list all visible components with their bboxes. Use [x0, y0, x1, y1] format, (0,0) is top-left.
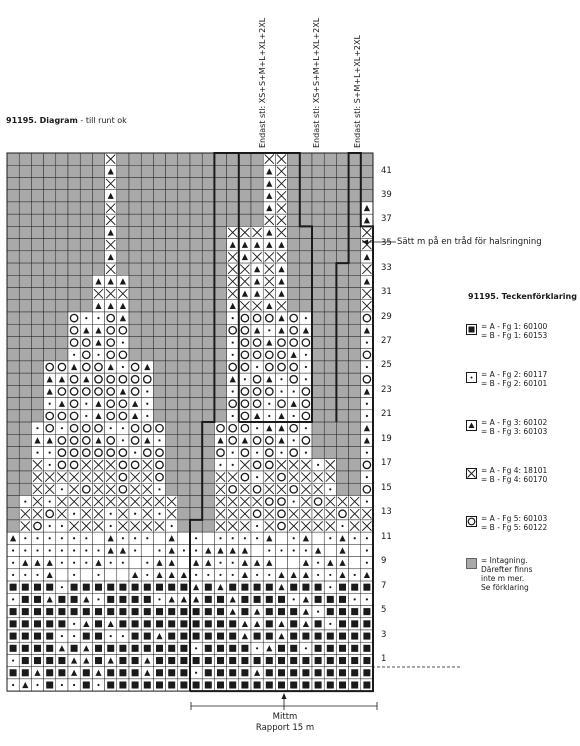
diagram-title-bold: 91195. Diagram — [6, 116, 78, 125]
row-number: 25 — [381, 360, 392, 370]
row-number: 5 — [381, 605, 387, 615]
legend-line: inte m mer. — [481, 574, 525, 583]
size-label-3: Endast stl: S+M+L+XL+2XL — [353, 35, 362, 148]
legend-line: = A - Fg 5: 60103 — [481, 514, 548, 523]
row-number: 19 — [381, 434, 392, 444]
row-number: 11 — [381, 532, 392, 542]
neck-note: Sätt m på en tråd för halsringning — [397, 237, 542, 247]
gray-square-icon — [466, 558, 477, 569]
legend-line: = B - Fg 5: 60122 — [481, 523, 548, 532]
cross-icon — [466, 468, 477, 479]
row-number: 9 — [381, 556, 387, 566]
legend-line: Därefter finns — [481, 565, 533, 574]
dot-icon — [466, 372, 477, 383]
row-number: 39 — [381, 190, 392, 200]
legend-line: = B - Fg 1: 60153 — [481, 331, 548, 340]
row-number: 3 — [381, 630, 387, 640]
legend-line: = A - Fg 1: 60100 — [481, 322, 548, 331]
size-label-2: Endast stl: XS+S+M+L+XL+2XL — [312, 17, 321, 148]
legend-line: = B - Fg 3: 60103 — [481, 427, 548, 436]
legend-line: = B - Fg 2: 60101 — [481, 379, 548, 388]
row-number: 23 — [381, 385, 392, 395]
row-number: 37 — [381, 214, 392, 224]
legend-line: Se förklaring — [481, 583, 529, 592]
legend-line: = A - Fg 4: 18101 — [481, 466, 548, 475]
diagram-title-rest: - till runt ok — [77, 116, 127, 125]
center-stitch-label: Mittm — [272, 712, 298, 722]
row-number: 1 — [381, 654, 387, 664]
size-label-1: Endast stl: XS+S+M+L+XL+2XL — [258, 17, 267, 148]
row-number: 7 — [381, 581, 387, 591]
legend-line: = Intagning. — [481, 556, 528, 565]
triangle-icon — [466, 420, 477, 431]
row-number: 35 — [381, 238, 392, 248]
center-labels — [250, 712, 320, 734]
row-number: 21 — [381, 409, 392, 419]
legend-line: = B - Fg 4: 60170 — [481, 475, 548, 484]
row-number: 29 — [381, 312, 392, 322]
legend-line: = A - Fg 3: 60102 — [481, 418, 548, 427]
circle-icon — [466, 516, 477, 527]
repeat-label: Rapport 15 m — [255, 723, 315, 733]
legend-line: = A - Fg 2: 60117 — [481, 370, 548, 379]
legend-title: 91195. Teckenförklaring — [468, 292, 577, 301]
row-number: 31 — [381, 287, 392, 297]
row-number: 27 — [381, 336, 392, 346]
row-number: 17 — [381, 458, 392, 468]
row-number: 41 — [381, 166, 392, 176]
row-number: 13 — [381, 507, 392, 517]
row-number: 15 — [381, 483, 392, 493]
row-number: 33 — [381, 263, 392, 273]
filled-square-icon — [466, 324, 477, 335]
